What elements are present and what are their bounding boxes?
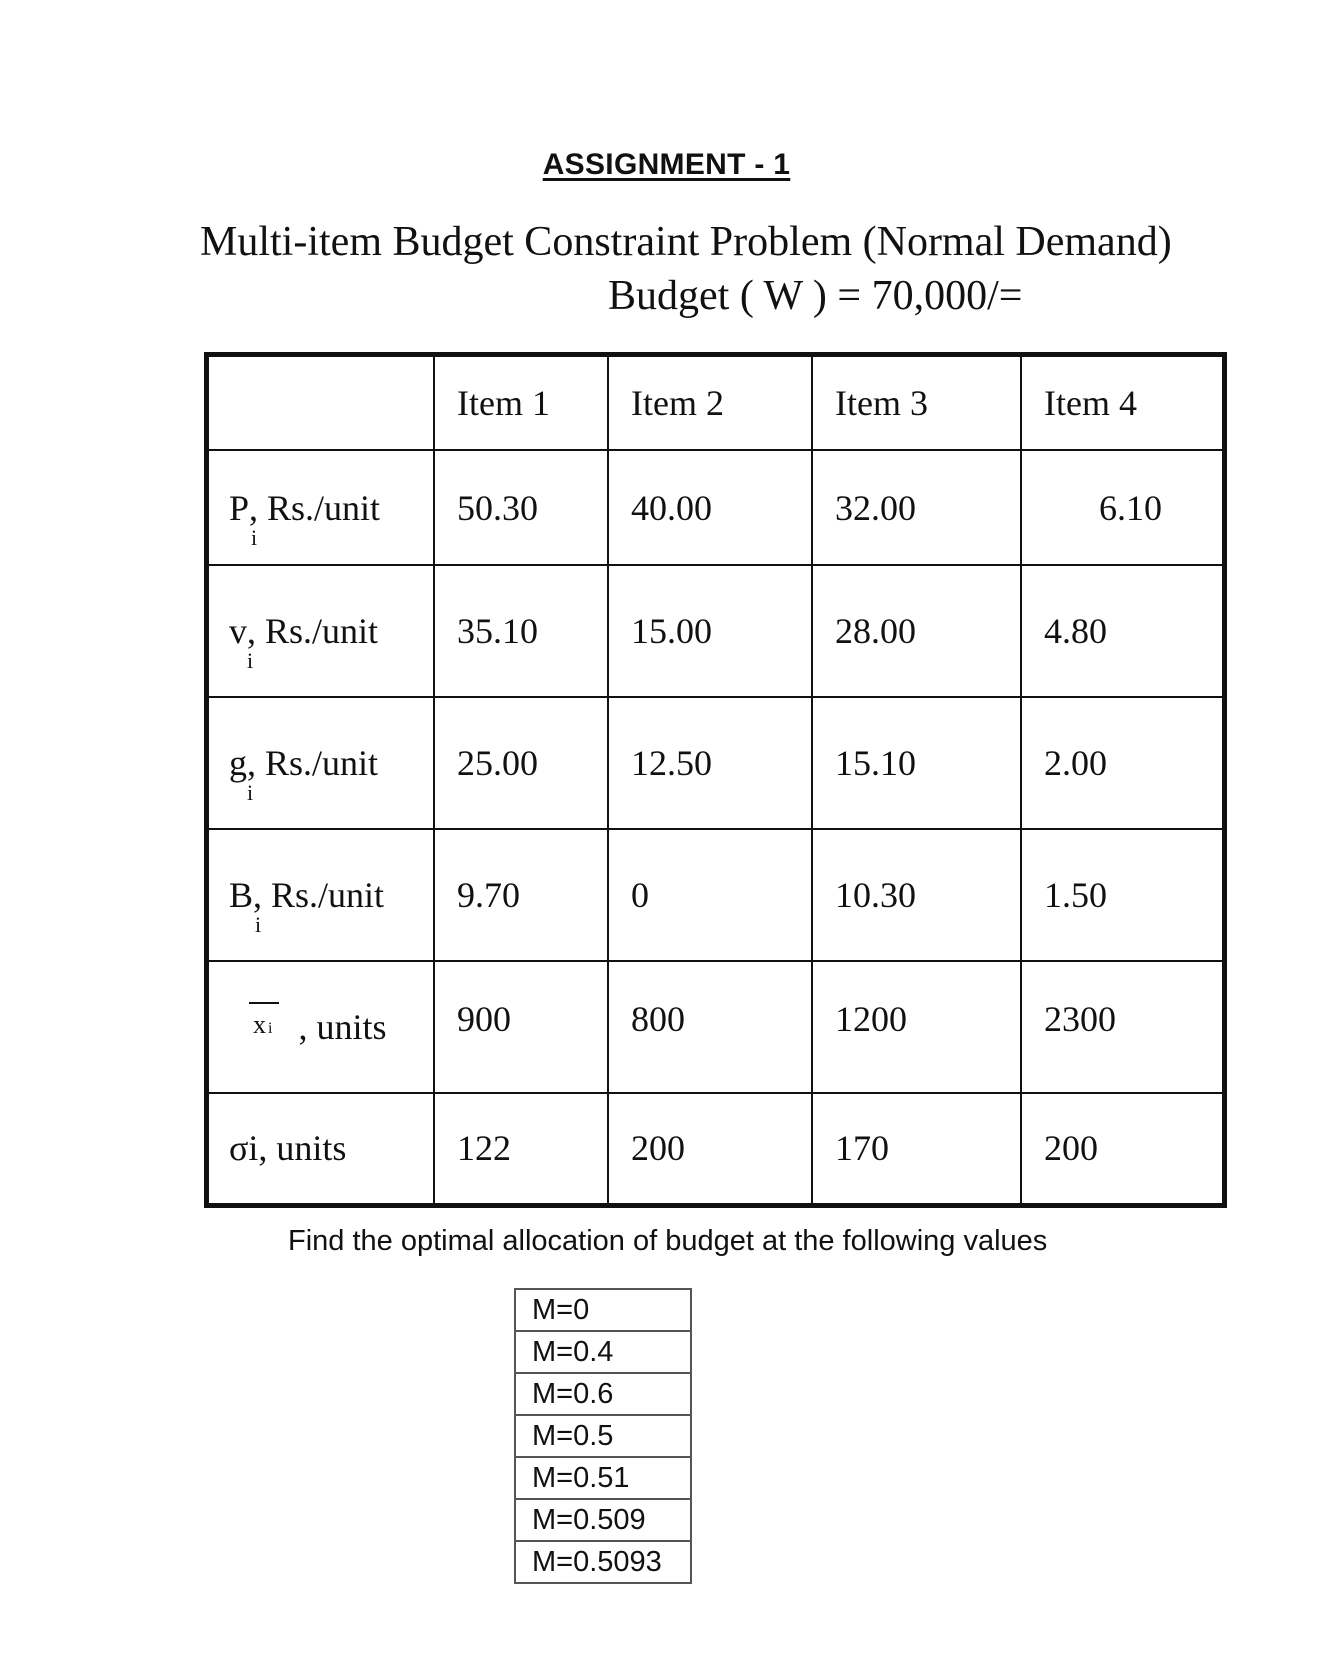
table-row-sigma [207, 1093, 1225, 1205]
row-label-g: g i , Rs./unit [207, 697, 435, 829]
symbol-p: P [229, 487, 250, 528]
table-header-row [207, 355, 1225, 451]
row-label-b: B i , Rs./unit [207, 829, 435, 961]
table-row-b [207, 829, 1225, 961]
list-item [515, 1289, 691, 1331]
symbol-b: B [229, 875, 254, 915]
table-cell: 122 [434, 1093, 608, 1205]
instruction-text: Find the optimal allocation of budget at the following values [288, 1225, 1048, 1257]
x-bar-symbol: x i [253, 1010, 273, 1039]
list-item [515, 1373, 691, 1415]
table-row-mean-demand [207, 961, 1225, 1093]
item-data-table [204, 352, 1227, 1208]
symbol-g: g [229, 743, 247, 783]
table-cell: 15.10 [812, 697, 1021, 829]
list-item [515, 1541, 691, 1583]
assignment-title: ASSIGNMENT - 1 [542, 148, 791, 181]
table-row-price [207, 450, 1225, 565]
table-cell: 28.00 [812, 565, 1021, 697]
table-cell: 4.80 [1021, 565, 1225, 697]
table-row-v [207, 565, 1225, 697]
list-item [515, 1415, 691, 1457]
table-cell: 900 [434, 961, 608, 1093]
m-value-cell: M=0.509 [515, 1499, 691, 1541]
table-cell: 25.00 [434, 697, 608, 829]
table-cell: 800 [608, 961, 812, 1093]
header-cell-item-2: Item 2 [608, 355, 812, 451]
table-cell: 10.30 [812, 829, 1021, 961]
list-item [515, 1457, 691, 1499]
m-value-cell: M=0.5093 [515, 1541, 691, 1583]
table-cell: 2.00 [1021, 697, 1225, 829]
m-value-cell: M=0.51 [515, 1457, 691, 1499]
table-cell: 32.00 [812, 450, 1021, 565]
list-item [515, 1331, 691, 1373]
table-cell: 1.50 [1021, 829, 1225, 961]
table-cell: 2300 [1021, 961, 1225, 1093]
row-label-mean-demand: x i , units [207, 961, 435, 1093]
table-row-g [207, 697, 1225, 829]
header-cell-item-4: Item 4 [1021, 355, 1225, 451]
symbol-v: v [229, 611, 247, 651]
m-value-cell: M=0.6 [515, 1373, 691, 1415]
table-cell: 200 [1021, 1093, 1225, 1205]
m-value-cell: M=0 [515, 1289, 691, 1331]
table-cell: 200 [608, 1093, 812, 1205]
row-label-sigma: σi, units [207, 1093, 435, 1205]
header-cell-item-1: Item 1 [434, 355, 608, 451]
table-cell: 1200 [812, 961, 1021, 1093]
header-cell-empty [207, 355, 435, 451]
m-value-cell: M=0.5 [515, 1415, 691, 1457]
row-label-v: v i , Rs./unit [207, 565, 435, 697]
problem-heading: Multi-item Budget Constraint Problem (Normal Demand) [200, 219, 1172, 265]
row-label-price: P i , Rs./unit [207, 450, 435, 565]
budget-line: Budget ( W ) = 70,000/= [608, 273, 1023, 319]
table-cell: 9.70 [434, 829, 608, 961]
m-values-table [514, 1288, 692, 1584]
header-cell-item-3: Item 3 [812, 355, 1021, 451]
table-cell: 6.10 [1021, 450, 1225, 565]
table-cell: 40.00 [608, 450, 812, 565]
table-cell: 170 [812, 1093, 1021, 1205]
table-cell: 50.30 [434, 450, 608, 565]
table-cell: 35.10 [434, 565, 608, 697]
table-cell: 12.50 [608, 697, 812, 829]
m-value-cell: M=0.4 [515, 1331, 691, 1373]
table-cell: 0 [608, 829, 812, 961]
list-item [515, 1499, 691, 1541]
table-cell: 15.00 [608, 565, 812, 697]
